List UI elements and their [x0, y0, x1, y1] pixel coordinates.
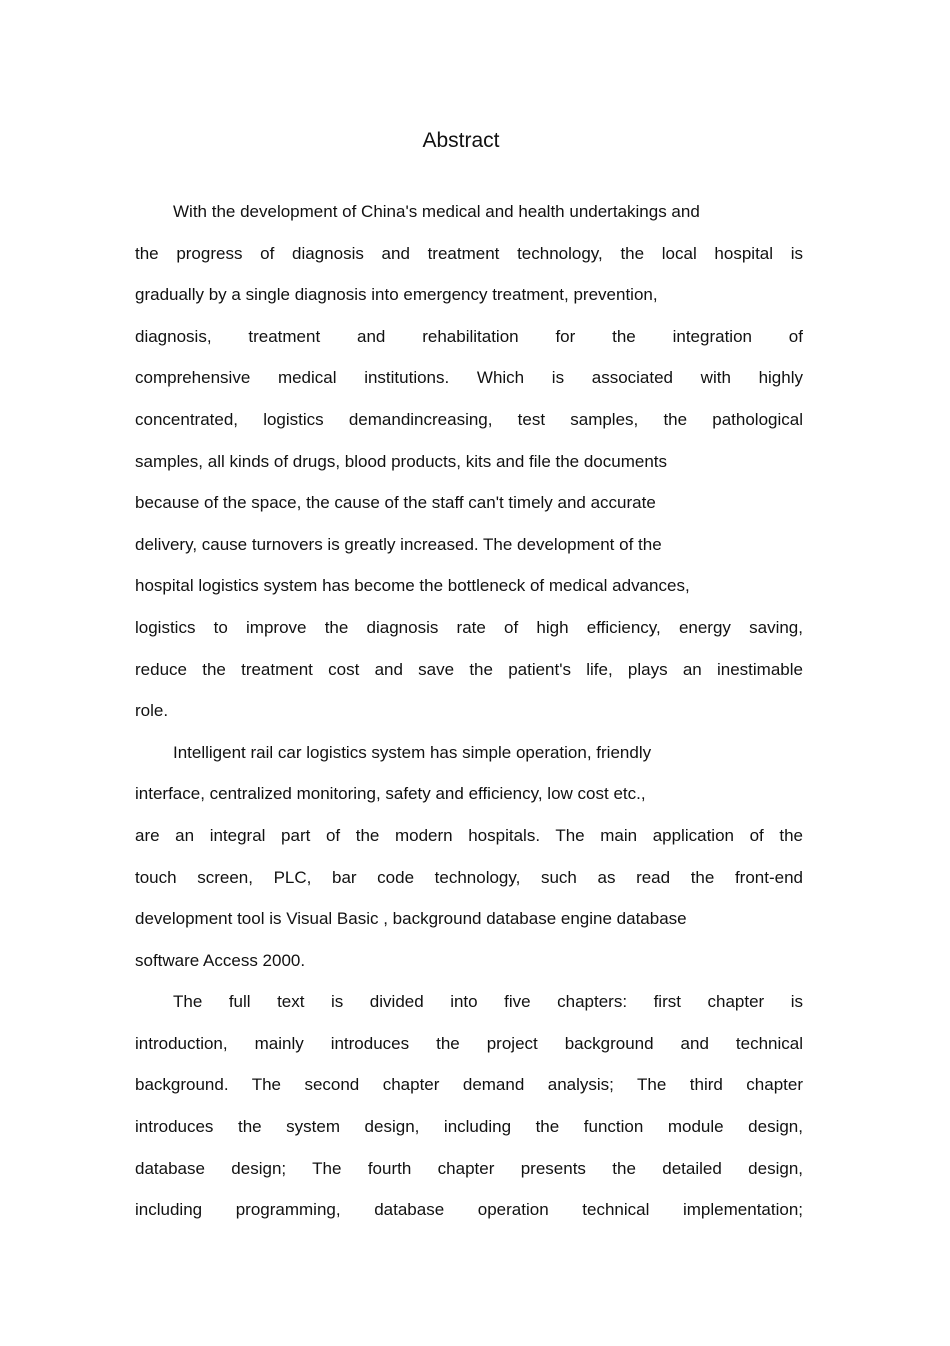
text-line: role. [135, 701, 169, 721]
text-line: are an integral part of the modern hospitals. The main application of the [135, 825, 803, 845]
text-line: introduces the system design, including the function module design, [135, 1117, 803, 1137]
abstract-title: Abstract [422, 129, 500, 152]
text-line: touch screen, PLC, bar code technology, such as read the front-end [135, 867, 803, 887]
text-line: samples, all kinds of drugs, blood products, kits and file the documents [135, 451, 668, 471]
text-line: comprehensive medical institutions. Which is associated with highly [135, 368, 803, 388]
text-line: With the development of China's medical and health undertakings and [173, 202, 700, 221]
text-line: logistics to improve the diagnosis rate of high efficiency, energy saving, [135, 617, 803, 637]
text-line: reduce the treatment cost and save the patient's life, plays an inestimable [135, 659, 803, 679]
text-line: background. The second chapter demand analysis; The third chapter [135, 1075, 803, 1095]
text-line: because of the space, the cause of the staff can't timely and accurate [135, 493, 656, 513]
text-line: delivery, cause turnovers is greatly increased. The development of the [135, 534, 662, 554]
text-line: database design; The fourth chapter presents the detailed design, [135, 1158, 803, 1178]
text-line: Intelligent rail car logistics system has simple operation, friendly [173, 742, 652, 762]
text-line: concentrated, logistics demandincreasing, test samples, the pathological [135, 409, 803, 429]
text-line: including programming, database operation technical implementation; [135, 1200, 803, 1220]
text-line: gradually by a single diagnosis into emergency treatment, prevention, [135, 285, 658, 305]
text-line: interface, centralized monitoring, safety and efficiency, low cost etc., [135, 784, 646, 804]
text-line: The full text is divided into five chapters: first chapter is [173, 992, 803, 1012]
text-line: hospital logistics system has become the bottleneck of medical advances, [135, 576, 690, 596]
text-line: the progress of diagnosis and treatment technology, the local hospital is [135, 243, 803, 263]
text-line: diagnosis, treatment and rehabilitation for the integration of [135, 326, 803, 346]
text-line: software Access 2000. [135, 950, 306, 970]
abstract-body [135, 197, 803, 1237]
text-line: development tool is Visual Basic , background database engine database [135, 909, 687, 929]
text-line: introduction, mainly introduces the project background and technical [135, 1033, 803, 1053]
